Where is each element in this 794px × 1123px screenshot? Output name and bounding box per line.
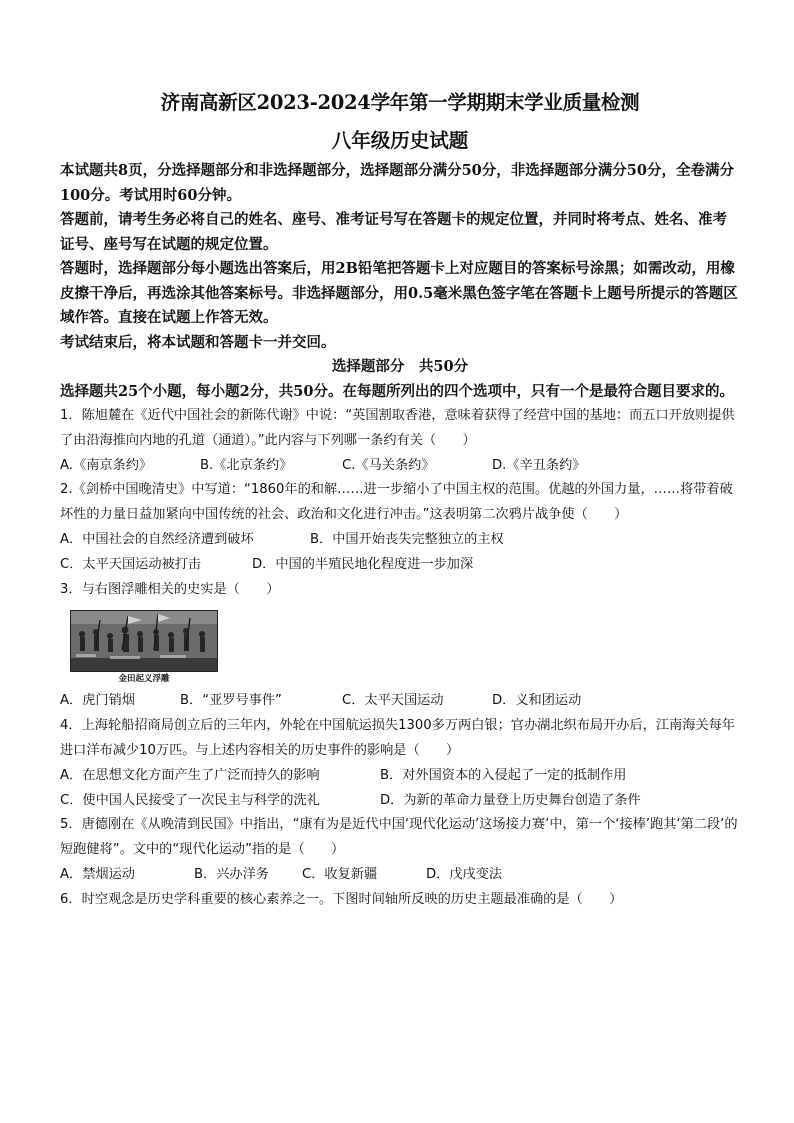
- question-stem: 5．唐德刚在《从晚清到民国》中指出，“康有为是近代中国‘现代化运动’这场接力赛’中，第一个‘接棒’跑其‘第二段’的短跑健将”。文中的“现代化运动”指的是（ ）: [60, 817, 738, 858]
- options-row: [60, 789, 740, 814]
- question-2: [60, 478, 740, 577]
- instruction-3: 答题时，选择题部分每小题选出答案后，用2B铅笔把答题卡上对应题目的答案标号涂黑；如需改动，用橡皮擦干净后，再选涂其他答案标号。非选择题部分，用0.5毫米黑色签字笔在答题卡上题号所提示的答题区域作答。直接在试题上作答无效。: [60, 260, 738, 326]
- option-a: A.《南京条约》: [60, 457, 153, 473]
- option-b: B．“亚罗号事件”: [180, 693, 282, 709]
- exam-page: [60, 88, 740, 913]
- option-a: A．虎门销烟: [60, 693, 135, 709]
- option-b: B．中国开始丧失完整独立的主权: [310, 531, 504, 547]
- instructions-block: [60, 159, 740, 355]
- section-intro: 选择题共25个小题，每小题2分，共50分。在每题所列出的四个选项中，只有一个是最符合题目要求的。: [60, 382, 734, 400]
- option-b: B．对外国资本的入侵起了一定的抵制作用: [380, 767, 627, 783]
- option-d: D.《辛丑条约》: [492, 457, 586, 473]
- question-stem: 4．上海轮船招商局创立后的三年内，外轮在中国航运损失1300多万两白银；官办湖北织布局开办后，江南海关每年进口洋布减少10万匹。与上述内容相关的历史事件的影响是（ ）: [60, 718, 735, 758]
- option-a: A．禁烟运动: [60, 866, 135, 882]
- question-stem: 2.《剑桥中国晚清史》中写道：“1860年的和解……进一步缩小了中国主权的范围。优越的外国力量，……将带着破坏性的力量日益加紧向中国传统的社会、政治和文化进行冲击。”这表明第二次鸦片战争使（ ）: [60, 482, 733, 523]
- question-1: [60, 404, 740, 478]
- options-row: [60, 553, 740, 578]
- question-6: [60, 888, 740, 913]
- option-d: D．为新的革命力量登上历史舞台创造了条件: [380, 792, 641, 808]
- option-a: A．中国社会的自然经济遭到破坏: [60, 531, 254, 547]
- option-b: B.《北京条约》: [200, 457, 293, 473]
- instruction-2: 答题前，请考生务必将自己的姓名、座号、准考证号写在答题卡的规定位置，并同时将考点、姓名、准考证号、座号写在试题的规定位置。: [60, 211, 727, 253]
- options-row: [60, 528, 740, 553]
- question-5: [60, 813, 740, 887]
- option-d: D．中国的半殖民地化程度进一步加深: [252, 556, 474, 572]
- page-title: 济南高新区2023-2024学年第一学期期末学业质量检测: [160, 91, 640, 114]
- option-c: C．太平天国运动: [342, 693, 444, 709]
- option-c: C.《马关条约》: [342, 457, 435, 473]
- option-c: C．使中国人民接受了一次民主与科学的洗礼: [60, 792, 320, 808]
- option-d: D．戊戌变法: [426, 866, 503, 882]
- option-c: C．太平天国运动被打击: [60, 556, 202, 572]
- relief-image: [70, 610, 218, 672]
- question-4: [60, 714, 740, 813]
- question-stem: 6．时空观念是历史学科重要的核心素养之一。下图时间轴所反映的历史主题最准确的是（ ）: [60, 891, 623, 907]
- question-stem: 3．与右图浮雕相关的史实是（ ）: [60, 581, 280, 597]
- option-d: D．义和团运动: [492, 693, 582, 709]
- question-stem: 1．陈旭麓在《近代中国社会的新陈代谢》中说：“英国割取香港，意味着获得了经营中国的基地：而五口开放则提供了由沿海推向内地的孔道（通道）。”此内容与下列哪一条约有关（ ）: [60, 408, 735, 448]
- instruction-1: 本试题共8页，分选择题部分和非选择题部分，选择题部分满分50分，非选择题部分满分50分，全卷满分100分。考试用时60分钟。: [60, 162, 734, 204]
- options-row: [60, 689, 740, 714]
- section-title: 选择题部分 共50分: [331, 358, 469, 375]
- options-row: [60, 863, 740, 888]
- options-row: [60, 764, 740, 789]
- instruction-4: 考试结束后，将本试题和答题卡一并交回。: [60, 333, 336, 351]
- relief-figure: [70, 610, 218, 685]
- option-c: C．收复新疆: [302, 866, 378, 882]
- options-row: [60, 454, 740, 479]
- option-b: B．兴办洋务: [194, 866, 269, 882]
- figure-caption: 金田起义浮雕: [118, 674, 170, 685]
- page-subtitle: 八年级历史试题: [331, 129, 469, 152]
- option-a: A．在思想文化方面产生了广泛而持久的影响: [60, 767, 320, 783]
- question-3: [60, 578, 740, 715]
